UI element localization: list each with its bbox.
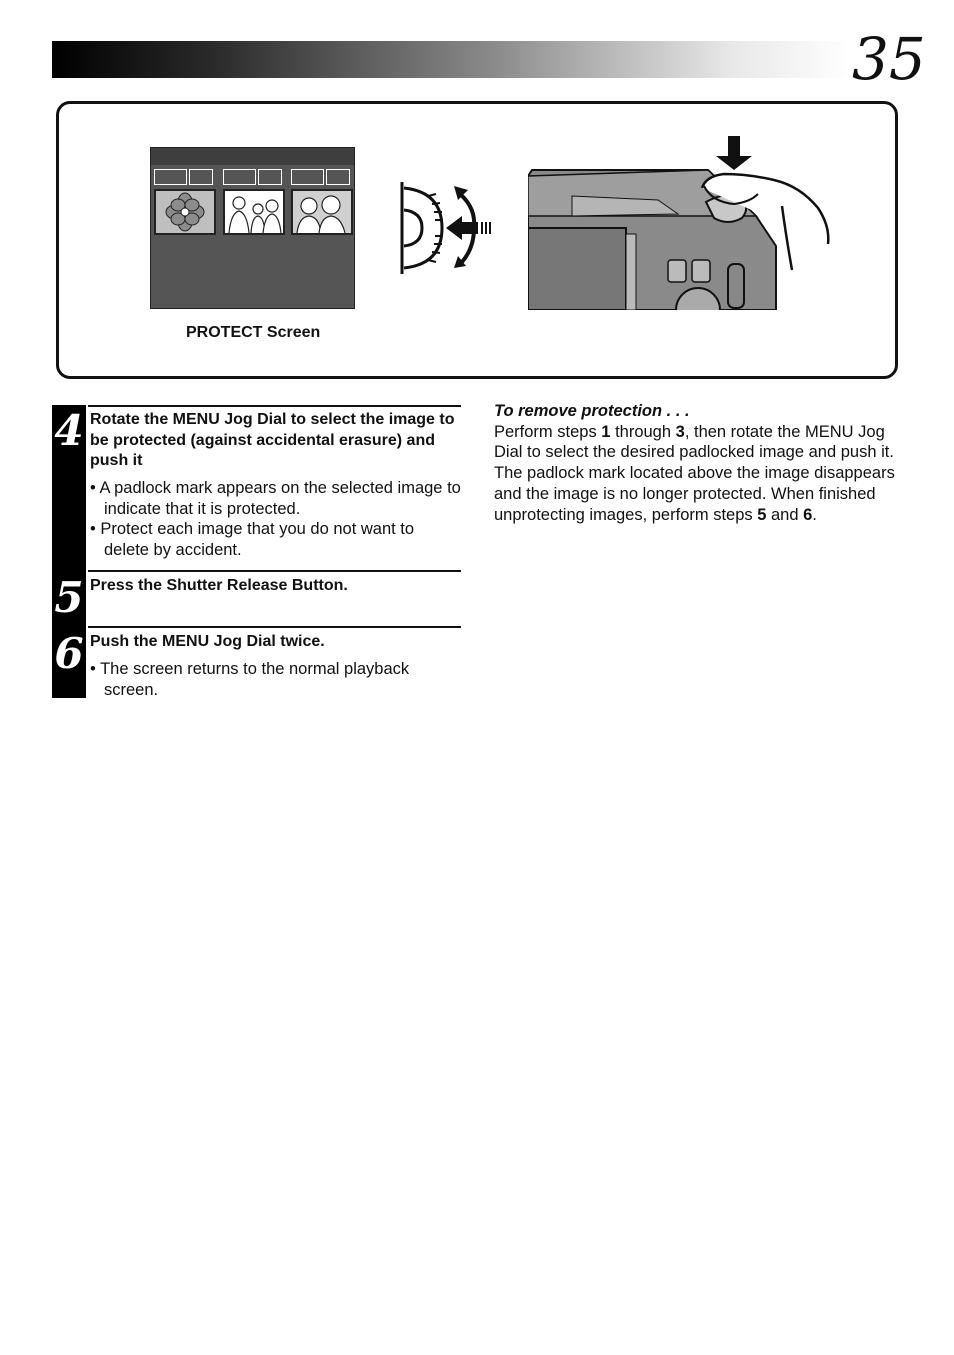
girls-image xyxy=(291,189,353,235)
thumbnail-2 xyxy=(223,169,283,233)
figure-caption: PROTECT Screen xyxy=(186,324,321,341)
step-4-bullet-1: • A padlock mark appears on the selected image to indicate that it is protected. xyxy=(90,479,461,518)
step-6-bullet-1: • The screen returns to the normal playback screen. xyxy=(90,660,410,699)
step-number-6: 6 xyxy=(52,626,86,698)
remove-protection-text: Perform steps 1 through 3, then rotate the MENU Jog Dial to select the desired padlocked image and push it. The padlock mark located above the image disappears and the image is no longer protected. When finished unprotecting images, perform steps 5 and 6. xyxy=(494,422,895,524)
step-number-5: 5 xyxy=(52,570,86,626)
step-4-bullet-2: • Protect each image that you do not want to delete by accident. xyxy=(90,520,415,559)
step-6-rule xyxy=(88,626,461,628)
step-4-rule xyxy=(88,405,461,407)
thumbnail-3 xyxy=(291,169,351,233)
camera-illustration xyxy=(528,136,838,310)
remove-protection-section xyxy=(494,401,914,525)
header-gradient-bar xyxy=(52,41,852,78)
step-4-title: Rotate the MENU Jog Dial to select the image to be protected (against accidental erasure) and push it xyxy=(90,411,455,469)
step-5-rule xyxy=(88,570,461,572)
remove-protection-heading: To remove protection . . . xyxy=(494,402,690,420)
family-image xyxy=(223,189,285,235)
step-number-4: 4 xyxy=(52,405,86,570)
page-number: 35 xyxy=(852,25,926,93)
step-5-title: Press the Shutter Release Button. xyxy=(90,577,348,594)
screen-top-bar xyxy=(151,148,354,165)
press-down-arrow-icon xyxy=(716,136,752,170)
thumbnail-1 xyxy=(154,169,214,233)
push-arrow-icon xyxy=(446,216,490,240)
protect-screen-thumbnails xyxy=(150,147,355,309)
step-6-title: Push the MENU Jog Dial twice. xyxy=(90,633,325,650)
jog-dial-icon xyxy=(396,178,496,276)
flower-image xyxy=(154,189,216,235)
